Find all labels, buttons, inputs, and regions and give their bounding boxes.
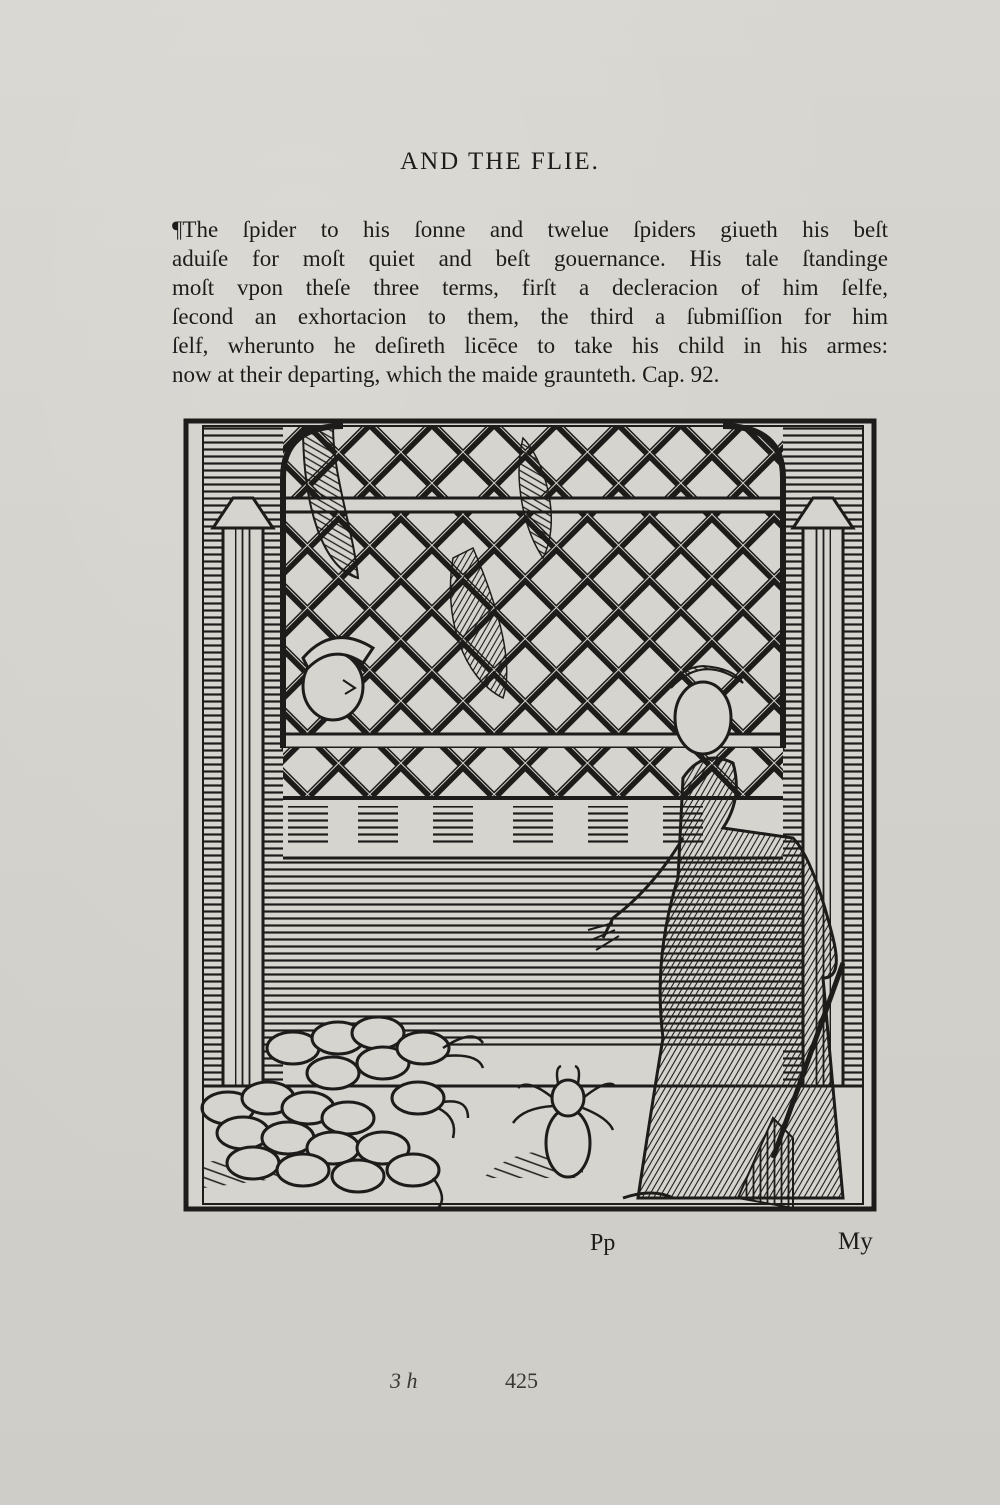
- caption-line: now at their departing, which the maide graunteth. Cap. 92.: [172, 362, 720, 387]
- catchword: My: [838, 1228, 873, 1255]
- woodcut-illustration: [183, 418, 877, 1212]
- signature-mark: Pp: [590, 1230, 616, 1256]
- chapter-caption: [172, 215, 888, 389]
- caption-line: ſelf, wheruntо he deſireth licēce to take his child in his armes:: [172, 333, 888, 358]
- caption-line: aduiſe for moſt quiet and beſt gouernance. His tale ſtandinge: [172, 246, 888, 271]
- page-number: 425: [505, 1368, 538, 1393]
- caption-line: ¶The ſpider to his ſonne and twelue ſpiders giueth his beſt: [172, 217, 888, 242]
- caption-line: moſt vpon theſe three terms, firſt a decleracion of him ſelfe,: [172, 275, 888, 300]
- caption-line: ſecond an exhortacion to them, the third a ſubmiſſion for him: [172, 304, 888, 329]
- folio-note: 3 h: [390, 1368, 418, 1393]
- running-head: AND THE FLIE.: [400, 148, 600, 175]
